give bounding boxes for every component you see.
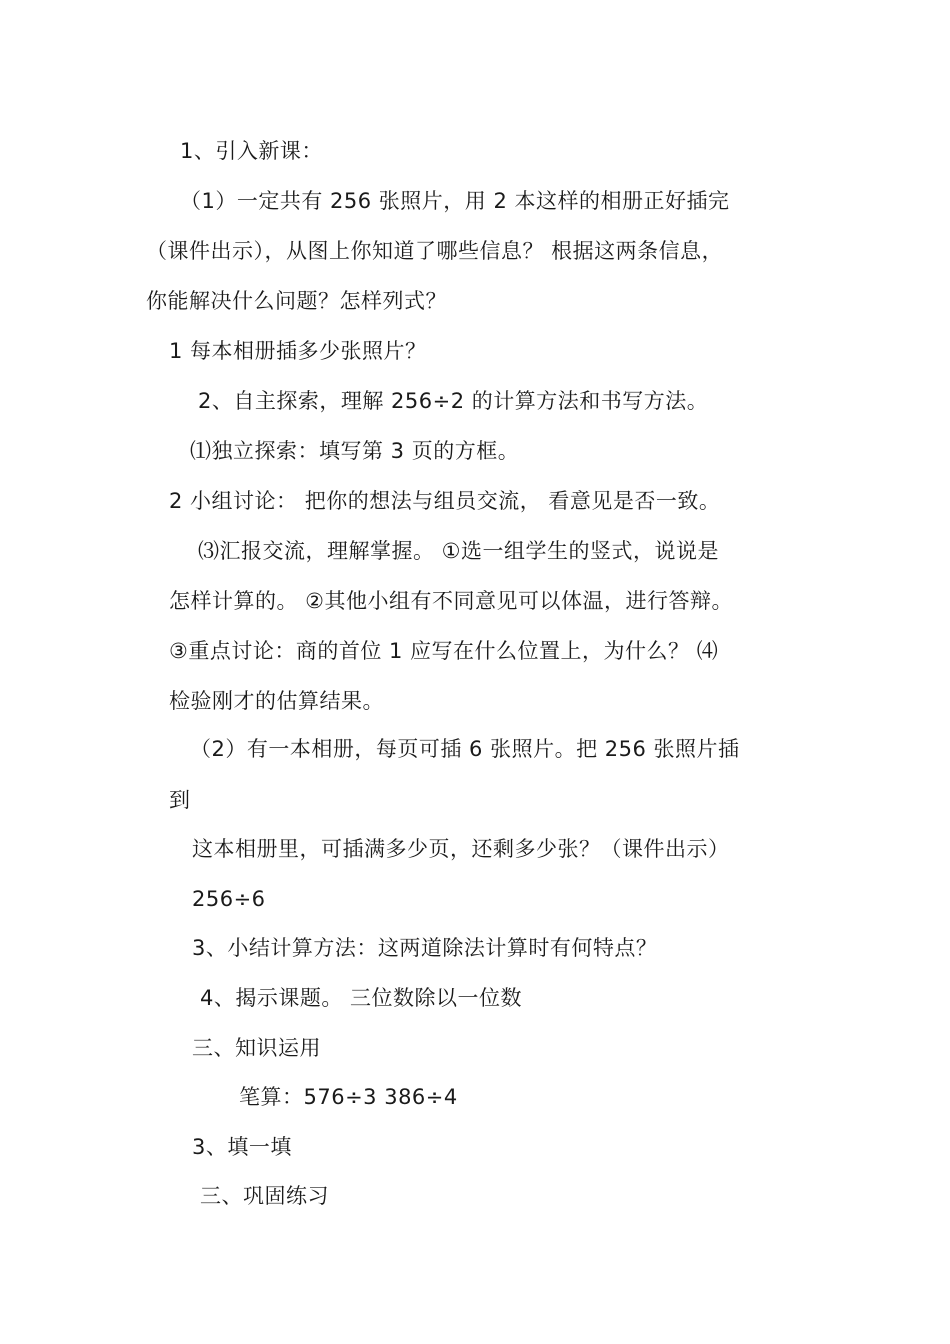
- heading-summary: 3、小结计算方法：这两道除法计算时有何特点？: [192, 936, 658, 960]
- heading-fill-in: 3、填一填: [192, 1135, 292, 1159]
- formula: 256÷6: [192, 887, 266, 911]
- list-item: 2 小组讨论： 把你的想法与组员交流， 看意见是否一致。: [169, 489, 721, 513]
- section-heading: 三、巩固练习: [200, 1184, 329, 1208]
- paragraph-line: 检验刚才的估算结果。: [169, 689, 384, 713]
- paragraph-line: 怎样计算的。 ②其他小组有不同意见可以体温，进行答辩。: [169, 589, 733, 613]
- heading-reveal-topic: 4、揭示课题。 三位数除以一位数: [200, 986, 523, 1010]
- paragraph-line: 这本相册里，可插满多少页，还剩多少张？（课件出示）: [192, 837, 730, 861]
- paragraph-line: 你能解决什么问题？怎样列式？: [146, 289, 447, 313]
- exercise-line: 笔算：576÷3 386÷4: [239, 1085, 458, 1109]
- heading-self-explore: 2、自主探索，理解 256÷2 的计算方法和书写方法。: [198, 389, 709, 413]
- paragraph-line: （课件出示），从图上你知道了哪些信息？ 根据这两条信息，: [146, 239, 724, 263]
- paragraph-line: 到: [169, 788, 191, 812]
- paragraph-line: （1）一定共有 256 张照片，用 2 本这样的相册正好插完: [180, 189, 730, 213]
- heading-introduce-new-lesson: 1、引入新课：: [180, 139, 323, 163]
- section-heading: 三、知识运用: [192, 1036, 321, 1060]
- paragraph-line: （2）有一本相册，每页可插 6 张照片。把 256 张照片插: [190, 737, 740, 761]
- list-item: ⑴独立探索：填写第 3 页的方框。: [190, 439, 520, 463]
- paragraph-line: ③重点讨论：商的首位 1 应写在什么位置上，为什么？ ⑷: [169, 639, 719, 663]
- list-item: 1 每本相册插多少张照片？: [169, 339, 427, 363]
- paragraph-line: ⑶汇报交流，理解掌握。 ①选一组学生的竖式，说说是: [198, 539, 719, 563]
